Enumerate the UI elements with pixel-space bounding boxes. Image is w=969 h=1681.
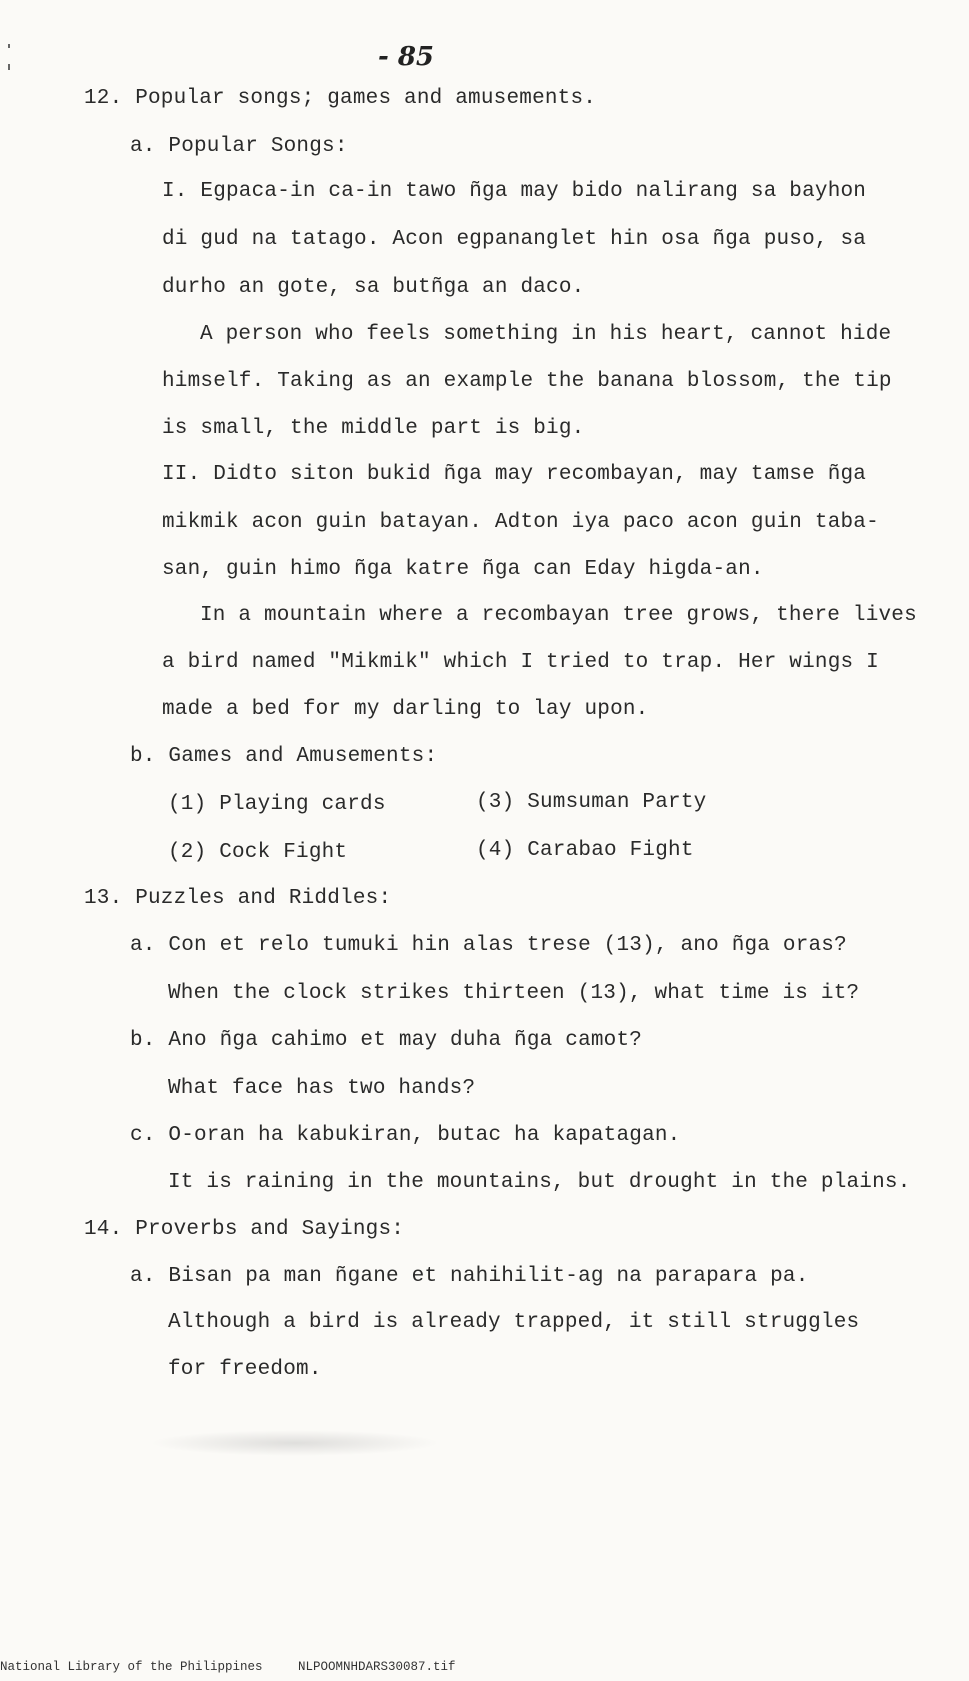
- riddle: c. O-oran ha kabukiran, butac ha kapatagan.: [130, 1124, 681, 1147]
- proverb-translation: Although a bird is already trapped, it still struggles: [168, 1311, 860, 1334]
- song-2-line: mikmik acon guin batayan. Adton iya paco acon guin taba-: [162, 511, 879, 534]
- page-number: - 85: [378, 42, 435, 72]
- riddle-translation: It is raining in the mountains, but drought in the plains.: [168, 1171, 911, 1194]
- riddle: a. Con et relo tumuki hin alas trese (13), ano ñga oras?: [130, 934, 847, 957]
- section-12-heading: 12. Popular songs; games and amusements.: [84, 87, 597, 110]
- song-1-line: durho an gote, sa butñga an daco.: [162, 276, 585, 299]
- margin-mark: [8, 64, 10, 70]
- song-2-line: II. Didto siton bukid ñga may recombayan, may tamse ñga: [162, 463, 867, 486]
- section-12a-heading: a. Popular Songs:: [130, 135, 348, 158]
- footer-filename: NLPOOMNHDARS30087.tif: [298, 1660, 456, 1674]
- song-2-line: san, guin himo ñga katre ñga can Eday higda-an.: [162, 558, 764, 581]
- game-item: (2) Cock Fight: [168, 841, 348, 864]
- riddle: b. Ano ñga cahimo et may duha ñga camot?: [130, 1029, 643, 1052]
- riddle-translation: What face has two hands?: [168, 1077, 476, 1100]
- song-1-translation: A person who feels something in his heart, cannot hide: [200, 323, 892, 346]
- proverb: a. Bisan pa man ñgane et nahihilit-ag na parapara pa.: [130, 1265, 809, 1288]
- riddle-translation: When the clock strikes thirteen (13), what time is it?: [168, 982, 860, 1005]
- footer-library: National Library of the Philippines: [0, 1660, 263, 1674]
- song-1-line: I. Egpaca-in ca-in tawo ñga may bido nalirang sa bayhon: [162, 180, 867, 203]
- game-item: (3) Sumsuman Party: [476, 791, 707, 814]
- game-item: (4) Carabao Fight: [476, 839, 694, 862]
- margin-mark: [8, 44, 10, 48]
- song-2-translation: a bird named "Mikmik" which I tried to trap. Her wings I: [162, 651, 879, 674]
- song-1-translation: is small, the middle part is big.: [162, 417, 585, 440]
- song-2-translation: made a bed for my darling to lay upon.: [162, 698, 649, 721]
- song-1-line: di gud na tatago. Acon egpananglet hin osa ñga puso, sa: [162, 228, 867, 251]
- game-item: (1) Playing cards: [168, 793, 386, 816]
- proverb-translation: for freedom.: [168, 1358, 322, 1381]
- song-1-translation: himself. Taking as an example the banana blossom, the tip: [162, 370, 892, 393]
- song-2-translation: In a mountain where a recombayan tree grows, there lives: [200, 604, 917, 627]
- section-14-heading: 14. Proverbs and Sayings:: [84, 1218, 405, 1241]
- smudge: [150, 1430, 440, 1456]
- section-13-heading: 13. Puzzles and Riddles:: [84, 887, 392, 910]
- section-12b-heading: b. Games and Amusements:: [130, 745, 438, 768]
